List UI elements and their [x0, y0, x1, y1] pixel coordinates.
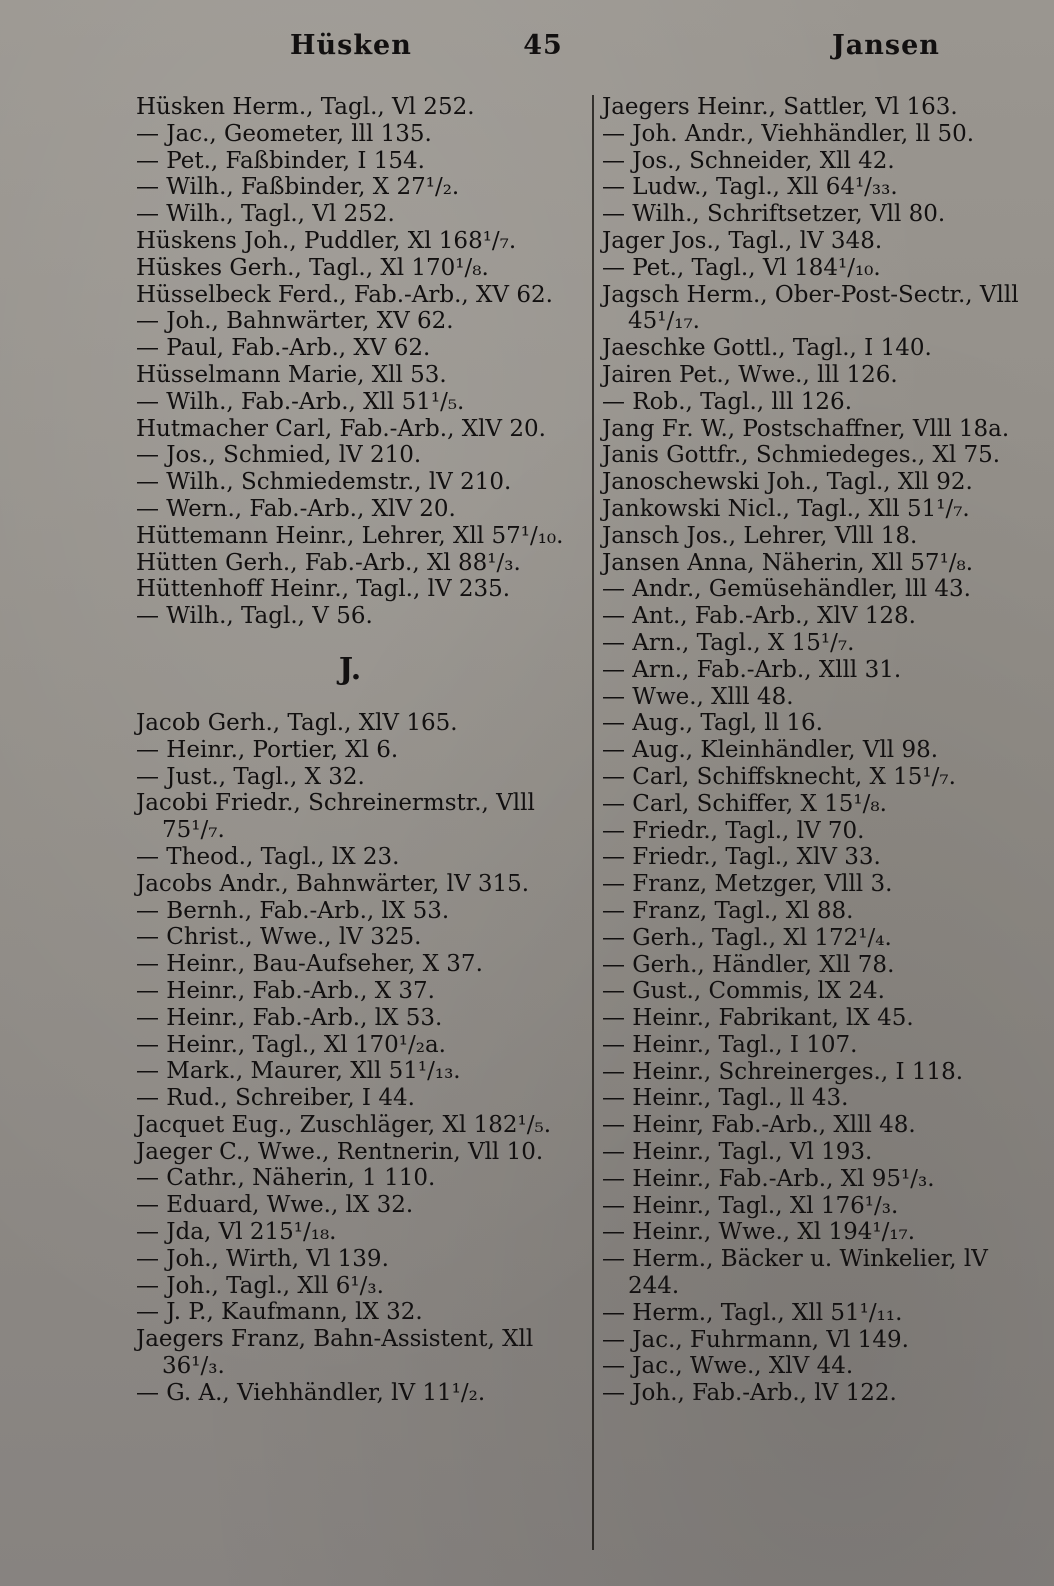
- directory-entry: — Joh., Fab.-Arb., lV 122.: [602, 1380, 897, 1407]
- directory-entry: — Heinr, Fab.-Arb., Xlll 48.: [602, 1112, 916, 1139]
- directory-entry-continuation: 45¹/₁₇.: [628, 308, 700, 335]
- header-first-entry: Hüsken: [290, 30, 412, 61]
- directory-entry: — Wilh., Schmiedemstr., lV 210.: [136, 469, 512, 496]
- right-column: [602, 94, 1042, 1407]
- directory-entry: Jacob Gerh., Tagl., XlV 165.: [136, 709, 458, 736]
- directory-entry: Jansen Anna, Näherin, Xll 57¹/₈.: [602, 549, 974, 576]
- directory-entry: — Ludw., Tagl., Xll 64¹/₃₃.: [602, 174, 898, 201]
- directory-entry: — Just., Tagl., X 32.: [136, 763, 365, 790]
- directory-entry: Jagsch Herm., Ober-Post-Sectr., Vlll: [602, 281, 1019, 308]
- directory-entry: — Joh., Wirth, Vl 139.: [136, 1245, 389, 1272]
- directory-entry: — Theod., Tagl., lX 23.: [136, 843, 400, 870]
- directory-entry: Jankowski Nicl., Tagl., Xll 51¹/₇.: [602, 495, 970, 522]
- directory-entry: — Rud., Schreiber, I 44.: [136, 1085, 415, 1112]
- directory-entry: — Cathr., Näherin, 1 110.: [136, 1165, 436, 1192]
- directory-entry: — Franz, Metzger, Vlll 3.: [602, 871, 893, 898]
- directory-entry: — Jos., Schneider, Xll 42.: [602, 147, 895, 174]
- directory-entry: — Jos., Schmied, lV 210.: [136, 442, 422, 469]
- directory-entry: — Heinr., Fab.-Arb., lX 53.: [136, 1004, 443, 1031]
- directory-entry: — Wilh., Tagl., V 56.: [136, 603, 373, 630]
- directory-entry: Hüttenhoff Heinr., Tagl., lV 235.: [136, 576, 511, 603]
- directory-entry: — Joh. Andr., Viehhändler, ll 50.: [602, 120, 975, 147]
- directory-entry: Hüsken Herm., Tagl., Vl 252.: [136, 94, 475, 120]
- directory-entry: — Jac., Fuhrmann, Vl 149.: [602, 1326, 909, 1353]
- directory-entry: Hüskes Gerh., Tagl., Xl 170¹/₈.: [136, 254, 489, 281]
- directory-entry: — Heinr., Portier, Xl 6.: [136, 736, 399, 763]
- directory-entry: — Gerh., Händler, Xll 78.: [602, 951, 895, 978]
- directory-entry: Hüsselbeck Ferd., Fab.-Arb., XV 62.: [136, 281, 553, 308]
- running-header: [0, 30, 1054, 70]
- directory-entry: — Heinr., Fab.-Arb., X 37.: [136, 977, 435, 1004]
- directory-entry-continuation: 244.: [628, 1273, 680, 1300]
- directory-entry: Jaegers Franz, Bahn-Assistent, Xll: [136, 1326, 534, 1353]
- directory-entry: — Wwe., Xlll 48.: [602, 683, 794, 710]
- directory-entry: — Jac., Geometer, lll 135.: [136, 120, 432, 147]
- directory-entry: — Christ., Wwe., lV 325.: [136, 924, 422, 951]
- directory-entry: Jaeger C., Wwe., Rentnerin, Vll 10.: [136, 1138, 544, 1165]
- directory-entry: — Joh., Bahnwärter, XV 62.: [136, 308, 454, 335]
- directory-entry: — Andr., Gemüsehändler, lll 43.: [602, 576, 971, 603]
- directory-entry: — Heinr., Tagl., I 107.: [602, 1031, 858, 1058]
- directory-entry: — Mark., Maurer, Xll 51¹/₁₃.: [136, 1058, 461, 1085]
- directory-entry: — Heinr., Tagl., Xl 170¹/₂a.: [136, 1031, 446, 1058]
- directory-entry: Jacobs Andr., Bahnwärter, lV 315.: [136, 870, 530, 897]
- directory-entry: — Herm., Bäcker u. Winkelier, lV: [602, 1246, 988, 1273]
- directory-entry: — Wilh., Tagl., Vl 252.: [136, 201, 395, 228]
- directory-entry: — Aug., Tagl, ll 16.: [602, 710, 823, 737]
- directory-entry: Hüskens Joh., Puddler, Xl 168¹/₇.: [136, 227, 517, 254]
- directory-entry: — Friedr., Tagl., XlV 33.: [602, 844, 881, 871]
- directory-entry: — Jda, Vl 215¹/₁₈.: [136, 1219, 337, 1246]
- directory-entry: — Bernh., Fab.-Arb., lX 53.: [136, 897, 450, 924]
- directory-entry: — Arn., Fab.-Arb., Xlll 31.: [602, 656, 902, 683]
- directory-entry: Jacquet Eug., Zuschläger, Xl 182¹/₅.: [136, 1111, 551, 1138]
- directory-entry: — Arn., Tagl., X 15¹/₇.: [602, 629, 855, 656]
- directory-entry: — Heinr., Bau-Aufseher, X 37.: [136, 951, 483, 978]
- directory-entry: Jacobi Friedr., Schreinermstr., Vlll: [136, 790, 535, 817]
- directory-entry: Hüsselmann Marie, Xll 53.: [136, 361, 447, 388]
- directory-entry: Jaeschke Gottl., Tagl., I 140.: [602, 335, 932, 362]
- directory-entry: — Gerh., Tagl., Xl 172¹/₄.: [602, 924, 892, 951]
- directory-entry: — G. A., Viehhändler, lV 11¹/₂.: [136, 1379, 486, 1406]
- directory-entry: Jansch Jos., Lehrer, Vlll 18.: [602, 522, 918, 549]
- directory-entry: Jaegers Heinr., Sattler, Vl 163.: [602, 94, 958, 120]
- directory-entry: Hüttemann Heinr., Lehrer, Xll 57¹/₁₀.: [136, 522, 564, 549]
- directory-entry: — Heinr., Tagl., Vl 193.: [602, 1139, 873, 1166]
- directory-entry: — Ant., Fab.-Arb., XlV 128.: [602, 603, 916, 630]
- directory-entry-continuation: 75¹/₇.: [162, 817, 225, 844]
- left-column: [136, 94, 584, 1407]
- directory-entry: — Franz, Tagl., Xl 88.: [602, 897, 854, 924]
- directory-entry: — Heinr., Tagl., Xl 176¹/₃.: [602, 1192, 899, 1219]
- directory-entry: — J. P., Kaufmann, lX 32.: [136, 1299, 423, 1326]
- header-last-entry: Jansen: [832, 30, 940, 61]
- directory-entry: Hutmacher Carl, Fab.-Arb., XlV 20.: [136, 415, 546, 442]
- directory-entry: — Jac., Wwe., XlV 44.: [602, 1353, 854, 1380]
- directory-entry: — Aug., Kleinhändler, Vll 98.: [602, 737, 939, 764]
- directory-entry: Jairen Pet., Wwe., lll 126.: [602, 361, 898, 388]
- directory-entry: — Wilh., Faßbinder, X 27¹/₂.: [136, 174, 460, 201]
- directory-entry: — Joh., Tagl., Xll 6¹/₃.: [136, 1272, 384, 1299]
- directory-entry: Jager Jos., Tagl., lV 348.: [602, 227, 883, 254]
- directory-entry: — Eduard, Wwe., lX 32.: [136, 1192, 414, 1219]
- directory-entry: Janoschewski Joh., Tagl., Xll 92.: [602, 469, 973, 496]
- directory-entry: — Heinr., Tagl., ll 43.: [602, 1085, 849, 1112]
- directory-entry: — Friedr., Tagl., lV 70.: [602, 817, 865, 844]
- directory-entry: — Heinr., Fab.-Arb., Xl 95¹/₃.: [602, 1165, 935, 1192]
- directory-entry: — Carl, Schiffsknecht, X 15¹/₇.: [602, 763, 956, 790]
- directory-entry: Jang Fr. W., Postschaffner, Vlll 18a.: [602, 415, 1010, 442]
- directory-entry: — Wern., Fab.-Arb., XlV 20.: [136, 495, 456, 522]
- directory-entry: Janis Gottfr., Schmiedeges., Xl 75.: [602, 442, 1001, 469]
- directory-entry-continuation: 36¹/₃.: [162, 1353, 225, 1380]
- directory-entry: — Wilh., Fab.-Arb., Xll 51¹/₅.: [136, 388, 465, 415]
- directory-entry: — Carl, Schiffer, X 15¹/₈.: [602, 790, 887, 817]
- section-heading: J.: [338, 651, 362, 687]
- column-divider: [592, 95, 594, 1550]
- directory-entry: — Paul, Fab.-Arb., XV 62.: [136, 335, 431, 362]
- directory-entry: — Heinr., Wwe., Xl 194¹/₁₇.: [602, 1219, 916, 1246]
- directory-entry: — Pet., Faßbinder, I 154.: [136, 147, 425, 174]
- directory-entry: — Gust., Commis, lX 24.: [602, 978, 885, 1005]
- directory-entry: — Wilh., Schriftsetzer, Vll 80.: [602, 201, 946, 228]
- page-number: 45: [523, 30, 563, 61]
- directory-entry: — Herm., Tagl., Xll 51¹/₁₁.: [602, 1299, 903, 1326]
- directory-entry: — Pet., Tagl., Vl 184¹/₁₀.: [602, 254, 881, 281]
- directory-entry: Hütten Gerh., Fab.-Arb., Xl 88¹/₃.: [136, 549, 521, 576]
- directory-entry: — Rob., Tagl., lll 126.: [602, 388, 853, 415]
- directory-entry: — Heinr., Fabrikant, lX 45.: [602, 1005, 914, 1032]
- directory-entry: — Heinr., Schreinerges., I 118.: [602, 1058, 964, 1085]
